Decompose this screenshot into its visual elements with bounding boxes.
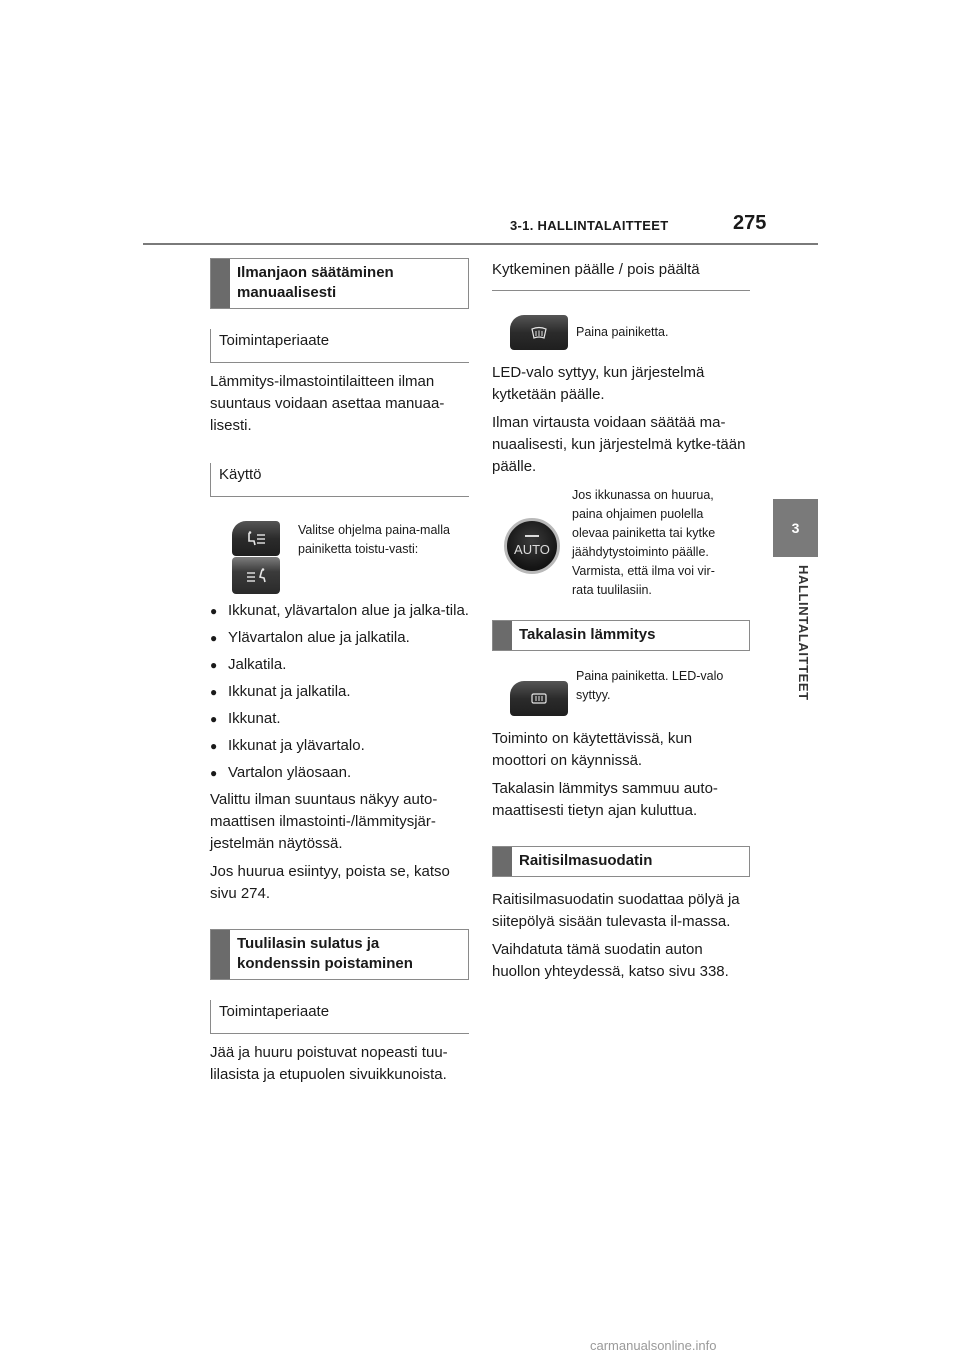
paragraph-engine: Toiminto on käytettävissä, kun moottori on käynnissä. <box>492 730 693 769</box>
rear-heating-button-row <box>492 667 750 716</box>
paragraph-display: Valittu ilman suuntaus näkyy auto-maattisen ilmastointi-/lämmitysjär-jestelmän näytössä. <box>210 791 438 852</box>
list-item: ● Jalkatila. <box>210 654 469 676</box>
left-column <box>210 258 469 1086</box>
chapter-tab: 3 <box>773 499 818 557</box>
heading-rear-window-heating: Takalasin lämmitys <box>492 620 750 651</box>
paragraph-frost: Jos huurua esiintyy, poista se, katso sivu 274. <box>210 863 450 902</box>
page-number: 275 <box>733 212 767 234</box>
caption-press: Paina painiketta. <box>576 325 669 339</box>
air-distribution-buttons <box>210 521 280 594</box>
select-program-row <box>210 521 469 594</box>
seat-air-lower-icon <box>245 568 267 584</box>
paragraph-airflow: Ilman virtausta voidaan säätää ma-nuaalisesti, kun järjestelmä kytke-tään päälle. <box>492 414 746 475</box>
auto-button-row <box>492 486 750 600</box>
seat-air-upper-icon <box>245 531 267 547</box>
knob-indicator <box>525 535 539 537</box>
heading-defrost: Tuulilasin sulatus ja kondenssin poistaminen <box>210 929 469 980</box>
paragraph-led: LED-valo syttyy, kun järjestelmä kytketään päälle. <box>492 364 705 403</box>
watermark: carmanualsonline.info <box>590 1338 717 1353</box>
heading-switch: Kytkeminen päälle / pois päältä <box>492 253 750 291</box>
defrost-symbol-icon <box>531 326 547 340</box>
paragraph-replace: Vaihdatuta tämä suodatin auton huollon yhteydessä, katso sivu 338. <box>492 941 729 980</box>
rear-window-heating-icon <box>510 681 568 716</box>
subheading-principle: Toimintaperiaate <box>210 329 469 363</box>
paragraph-filter: Raitisilmasuodatin suodattaa pölyä ja siitepölyä sisään tulevasta il-massa. <box>492 891 740 930</box>
subheading-use: Käyttö <box>210 463 469 497</box>
auto-knob-icon <box>504 518 560 574</box>
defrost-button-row <box>492 315 750 350</box>
header-rule <box>143 243 818 245</box>
heading-manual-distribution: Ilmanjaon säätäminen manuaalisesti <box>210 258 469 309</box>
air-lower-button-icon <box>232 557 280 594</box>
list-item: ● Ikkunat, ylävartalon alue ja jalka-tila. <box>210 600 469 622</box>
auto-label: AUTO <box>514 542 550 557</box>
list-item: ● Vartalon yläosaan. <box>210 762 469 784</box>
caption-select-program: Valitse ohjelma paina-malla painiketta toistu-vasti: <box>298 523 450 556</box>
caption-auto: Jos ikkunassa on huurua, paina ohjaimen puolella olevaa painiketta tai kytke jäähdytystoiminto päälle. Varmista, että ilma voi vir-rata tuulilasiin. <box>572 488 716 597</box>
windshield-defrost-icon <box>510 315 568 350</box>
auto-knob-wrap <box>492 486 560 574</box>
paragraph-auto-off: Takalasin lämmitys sammuu auto-maattisesti tietyn ajan kuluttua. <box>492 780 718 819</box>
list-item: ● Ikkunat ja ylävartalo. <box>210 735 469 757</box>
air-upper-button-icon <box>232 521 280 556</box>
paragraph-manual: Lämmitys-ilmastointilaitteen ilman suuntaus voidaan asettaa manuaa-lisesti. <box>210 373 445 434</box>
heading-fresh-air-filter: Raitisilmasuodatin <box>492 846 750 877</box>
chapter-label: HALLINTALAITTEET <box>796 565 811 701</box>
list-item: ● Ikkunat. <box>210 708 469 730</box>
section-title: 3-1. HALLINTALAITTEET <box>510 218 669 233</box>
caption-rear: Paina painiketta. LED-valo syttyy. <box>576 669 724 702</box>
rear-heating-button <box>492 667 568 716</box>
air-direction-list <box>210 600 469 784</box>
subheading-principle-2: Toimintaperiaate <box>210 1000 469 1034</box>
list-item: ● Ylävartalon alue ja jalkatila. <box>210 627 469 649</box>
defrost-button <box>492 315 568 350</box>
list-item: ● Ikkunat ja jalkatila. <box>210 681 469 703</box>
right-column <box>492 253 750 983</box>
paragraph-ice: Jää ja huuru poistuvat nopeasti tuu-lilasista ja etupuolen sivuikkunoista. <box>210 1044 448 1083</box>
rear-heat-symbol-icon <box>531 693 547 705</box>
